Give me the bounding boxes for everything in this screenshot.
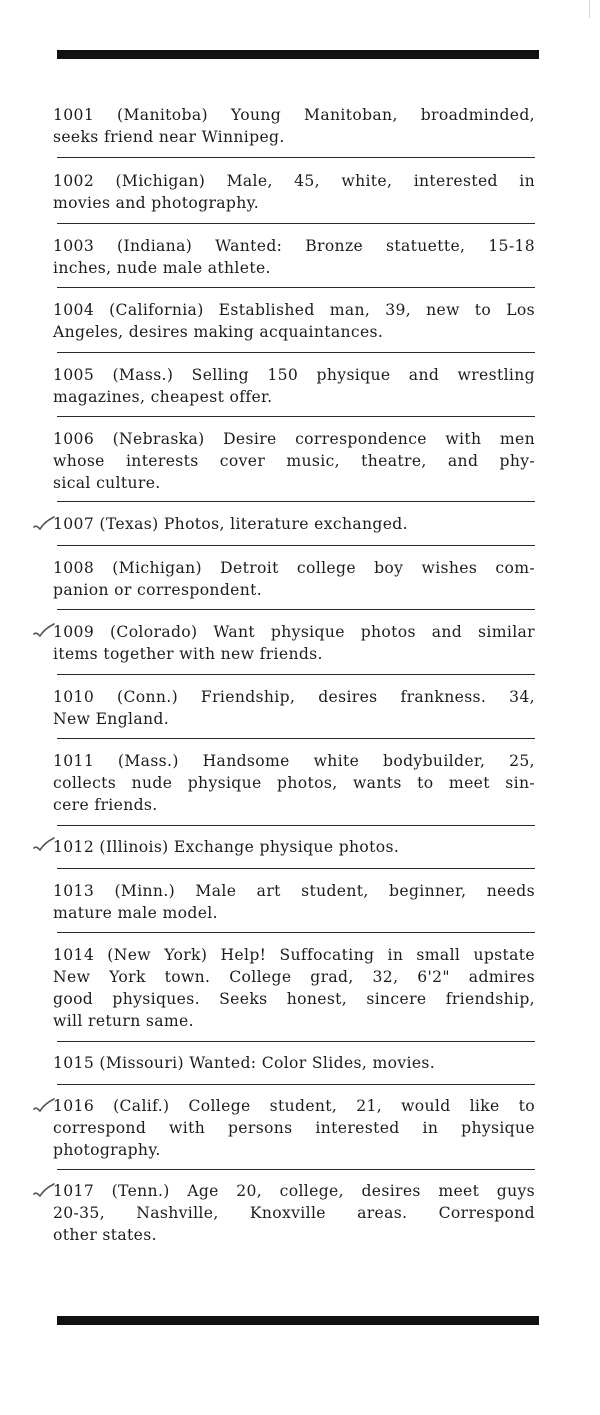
listing-line: 1008 (Michigan) Detroit college boy wishes com- [53,559,535,577]
listing-1004 [53,299,535,343]
listing-1016 [53,1095,535,1161]
listing-line: 1013 (Minn.) Male art student, beginner, needs [53,882,535,900]
listing-line: 1015 (Missouri) Wanted: Color Slides, movies. [53,1054,436,1072]
listing-line: magazines, cheapest offer. [53,388,273,406]
listing-line: 20-35, Nashville, Knoxville areas. Correspond [53,1204,535,1222]
listing-line: sical culture. [53,474,161,492]
listing-line: inches, nude male athlete. [53,259,271,277]
separator-rule [57,545,535,546]
separator-rule [57,416,535,417]
separator-rule [57,287,535,288]
separator-rule [57,352,535,353]
separator-rule [57,157,535,158]
listing-line: 1006 (Nebraska) Desire correspondence with men [53,430,535,448]
listing-1005 [53,364,535,408]
listing-line: other states. [53,1226,157,1244]
page-edge [589,0,600,18]
listing-line: 1005 (Mass.) Selling 150 physique and wrestling [53,366,535,384]
checkmark-icon [32,1182,56,1200]
listing-line: will return same. [53,1012,194,1030]
listing-line: 1009 (Colorado) Want physique photos and similar [53,623,535,641]
bottom-rule [57,1316,539,1325]
listing-1017 [53,1180,535,1246]
listing-line: good physiques. Seeks honest, sincere friendship, [53,990,535,1008]
listing-line: 1003 (Indiana) Wanted: Bronze statuette, 15-18 [53,237,535,255]
listing-line: photography. [53,1141,161,1159]
listing-line: 1012 (Illinois) Exchange physique photos. [53,838,400,856]
listing-1001 [53,104,535,148]
listing-1008 [53,557,535,601]
listing-line: 1014 (New York) Help! Suffocating in small upstate [53,946,535,964]
separator-rule [57,825,535,826]
listing-1013 [53,880,535,924]
checkmark-icon [32,622,56,640]
listing-line: 1002 (Michigan) Male, 45, white, interested in [53,172,535,190]
separator-rule [57,868,535,869]
listing-line: 1007 (Texas) Photos, literature exchanged. [53,515,408,533]
listing-line: 1017 (Tenn.) Age 20, college, desires meet guys [53,1182,535,1200]
listing-line: collects nude physique photos, wants to meet sin- [53,774,535,792]
separator-rule [57,223,535,224]
listing-line: 1016 (Calif.) College student, 21, would like to [53,1097,535,1115]
separator-rule [57,674,535,675]
listing-1012 [53,836,535,858]
listing-1010 [53,686,535,730]
listing-line: items together with new friends. [53,645,323,663]
listing-line: New England. [53,710,170,728]
separator-rule [57,1041,535,1042]
listing-line: Angeles, desires making acquaintances. [53,323,384,341]
listing-line: seeks friend near Winnipeg. [53,128,285,146]
checkmark-icon [32,1097,56,1115]
listing-1015 [53,1052,535,1074]
listing-line: 1001 (Manitoba) Young Manitoban, broadminded, [53,106,535,124]
listing-1014 [53,944,535,1032]
listing-1007 [53,513,535,535]
listing-line: whose interests cover music, theatre, and phy- [53,452,535,470]
listing-line: 1011 (Mass.) Handsome white bodybuilder, 25, [53,752,535,770]
separator-rule [57,932,535,933]
listing-line: New York town. College grad, 32, 6'2" admires [53,968,535,986]
listing-line: cere friends. [53,796,158,814]
separator-rule [57,501,535,502]
top-rule [57,50,539,59]
listing-line: panion or correspondent. [53,581,263,599]
listing-1011 [53,750,535,816]
listing-line: 1004 (California) Established man, 39, new to Los [53,301,535,319]
checkmark-icon [32,836,56,854]
listing-line: mature male model. [53,904,218,922]
listing-1003 [53,235,535,279]
listing-1009 [53,621,535,665]
separator-rule [57,609,535,610]
listing-line: correspond with persons interested in physique [53,1119,535,1137]
listing-line: movies and photography. [53,194,260,212]
listing-line: 1010 (Conn.) Friendship, desires frankness. 34, [53,688,535,706]
listing-1006 [53,428,535,494]
separator-rule [57,1169,535,1170]
checkmark-icon [32,515,56,533]
separator-rule [57,738,535,739]
listing-1002 [53,170,535,214]
separator-rule [57,1084,535,1085]
